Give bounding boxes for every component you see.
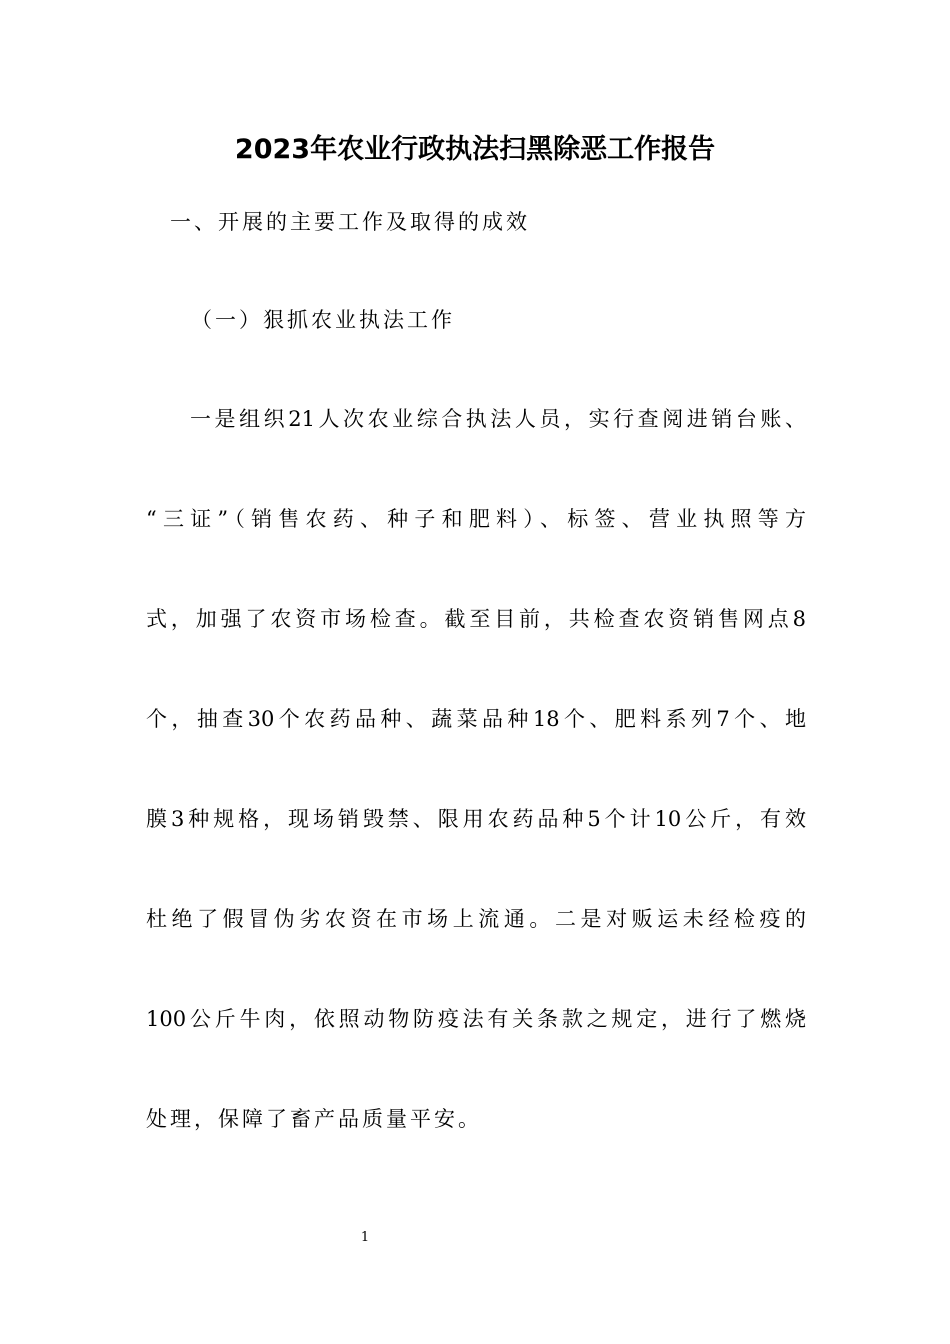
paragraph-line: 一是组织21人次农业综合执法人员，实行查阅进销台账、 xyxy=(190,407,806,431)
paragraph-line: “三证”（销售农药、种子和肥料）、标签、营业执照等方 xyxy=(146,507,806,531)
paragraph-line: 膜3种规格，现场销毁禁、限用农药品种5个计10公斤，有效 xyxy=(146,807,806,831)
paragraph-line: 式，加强了农资市场检查。截至目前，共检查农资销售网点8 xyxy=(146,607,806,631)
subsection-heading: （一）狠抓农业执法工作 xyxy=(191,308,455,332)
paragraph-line: 杜绝了假冒伪劣农资在市场上流通。二是对贩运未经检疫的 xyxy=(146,907,806,931)
paragraph-line: 处理，保障了畜产品质量平安。 xyxy=(146,1107,482,1131)
page-number: 1 xyxy=(360,1230,370,1245)
paragraph-line: 个，抽查30个农药品种、蔬菜品种18个、肥料系列7个、地 xyxy=(146,707,806,731)
section-heading: 一、开展的主要工作及取得的成效 xyxy=(170,210,530,234)
document-title: 2023年农业行政执法扫黑除恶工作报告 xyxy=(234,134,716,165)
paragraph-line: 100公斤牛肉，依照动物防疫法有关条款之规定，进行了燃烧 xyxy=(146,1007,806,1031)
